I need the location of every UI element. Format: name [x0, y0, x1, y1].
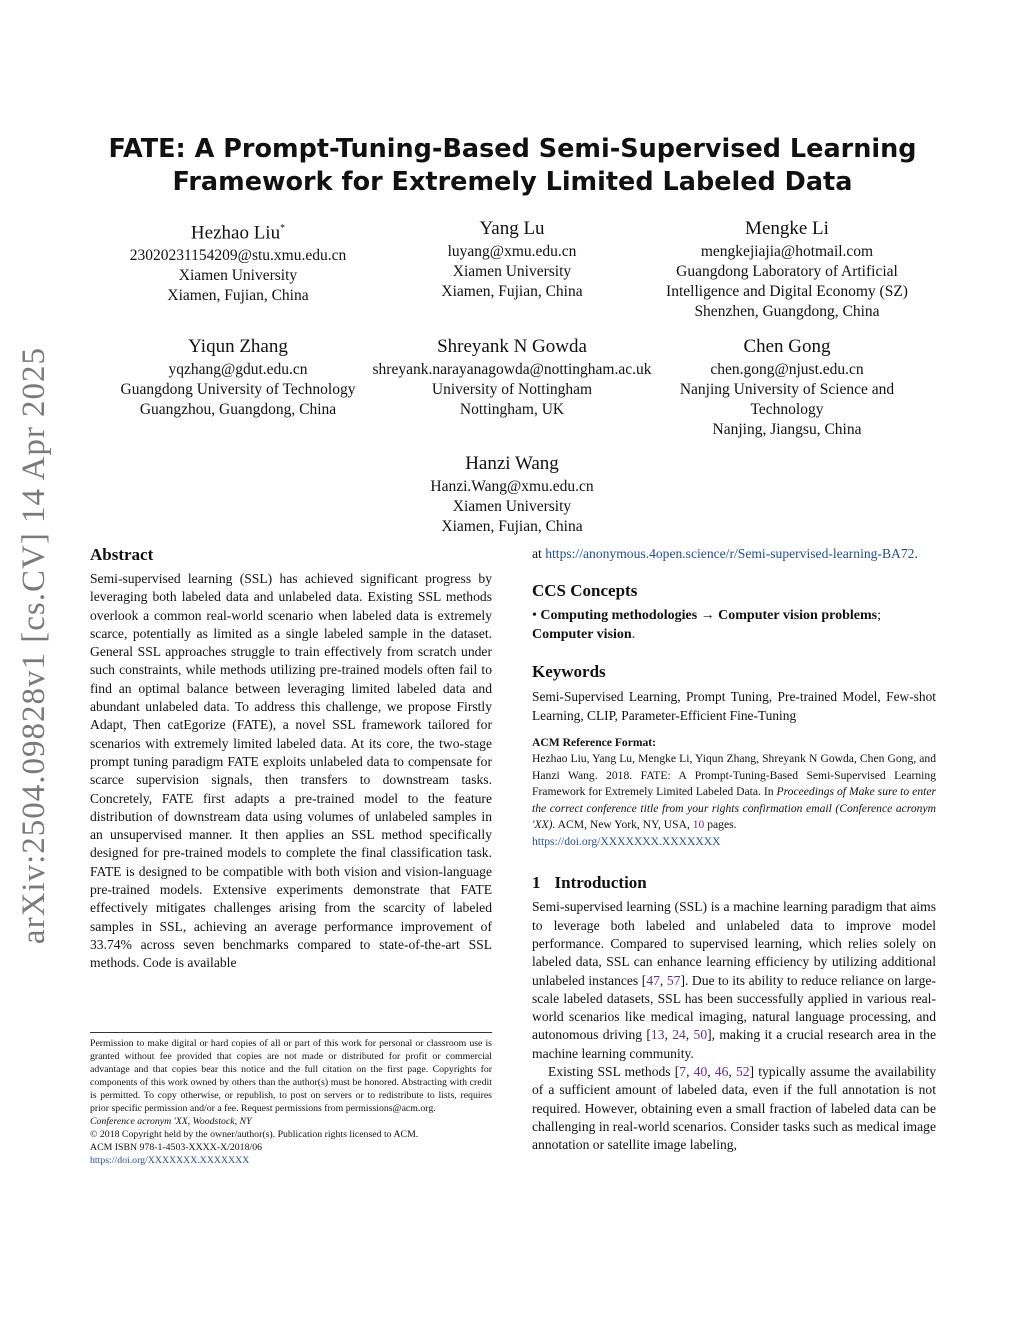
author-affiliation: Technology [750, 401, 824, 418]
ccs-heading: CCS Concepts [532, 581, 638, 601]
citation-link[interactable]: 52 [735, 1064, 750, 1080]
abstract-continuation: at https://anonymous.4open.science/r/Semi-supervised-learning-BA72. [532, 546, 918, 561]
author-location: Nanjing, Jiangsu, China [712, 421, 862, 438]
author-location: Shenzhen, Guangdong, China [694, 303, 880, 320]
arxiv-identifier-stamp [12, 346, 58, 944]
footnote-doi-link[interactable]: https://doi.org/XXXXXXX.XXXXXXX [90, 1155, 250, 1166]
author-location: Xiamen, Fujian, China [441, 518, 583, 535]
citation-link[interactable]: 40 [693, 1064, 708, 1080]
isbn: ACM ISBN 978-1-4503-XXXX-X/2018/06 [90, 1142, 262, 1153]
title-line-1: FATE: A Prompt-Tuning-Based Semi-Supervised Learning [108, 134, 917, 164]
citation-link[interactable]: 47 [646, 972, 660, 988]
ccs-concepts: • Computing methodologies → Computer vision problems; Computer vision. [532, 608, 881, 642]
author-location: Nottingham, UK [459, 401, 565, 418]
author-affiliation: Xiamen University [452, 263, 572, 280]
citation-link[interactable]: 24 [672, 1027, 686, 1043]
citation-link[interactable]: 7 [679, 1064, 687, 1080]
keywords-text: Semi-Supervised Learning, Prompt Tuning, Pre-trained Model, Few-shot Learning, CLIP, Parameter-Efficient Fine-Tuning [532, 689, 936, 723]
author-email: yqzhang@gdut.edu.cn [168, 361, 308, 378]
author-affiliation: Guangdong University of Technology [120, 381, 356, 398]
title-line-2: Framework for Extremely Limited Labeled Data [172, 167, 853, 197]
permission-text: Permission to make digital or hard copies of all or part of this work for personal or classroom use is granted without fee provided that copies are not made or distributed for profit or commercial advantage and that copies bear this notice and the full citation on the first page. Copyrights for components of this work owned by others than the author(s) must be honored. Abstracting with credit is permitted. To copy otherwise, or republish, to post on servers or to redistribute to lists, requires prior specific permission and/or a fee. Request permissions from permissions@acm.org. [90, 1038, 492, 1114]
left-column [90, 544, 492, 973]
author-block [342, 451, 682, 537]
reference-doi-link[interactable]: https://doi.org/XXXXXXX.XXXXXXX [532, 834, 721, 848]
author-location: Guangzhou, Guangdong, China [139, 401, 337, 418]
author-email: Hanzi.Wang@xmu.edu.cn [430, 478, 594, 495]
author-affiliation: Intelligence and Digital Economy (SZ) [666, 283, 908, 300]
author-location: Xiamen, Fujian, China [167, 287, 309, 305]
author-email: shreyank.narayanagowda@nottingham.ac.uk [372, 361, 652, 378]
author-affiliation: Xiamen University [178, 267, 298, 285]
citation-link[interactable]: 13 [650, 1027, 665, 1043]
citation-link[interactable]: 57 [666, 972, 681, 988]
author-email: luyang@xmu.edu.cn [447, 243, 577, 260]
code-repository-link[interactable]: https://anonymous.4open.science/r/Semi-supervised-learning-BA72 [545, 546, 915, 561]
intro-paragraph-1: Semi-supervised learning (SSL) is a machine learning paradigm that aims to leverage both labeled and unlabeled data to improve model performance. Compared to supervised learning, which relies solely on labeled data, SSL can enhance learning efficiency by utilizing additional unlabeled instances [47, 57]. Due to its ability to reduce reliance on large-scale labeled datasets, SSL has been successfully applied in various real-world scenarios like medical imaging, natural language processing, and autonomous driving [13, 24, 50], making it a crucial research area in the machine learning community. [532, 899, 936, 1061]
author-name: Chen Gong [743, 336, 831, 357]
acm-reference-heading: ACM Reference Format: [532, 735, 657, 749]
author-affiliation: Xiamen University [452, 498, 572, 515]
author-affiliation: Nanjing University of Science and [679, 381, 895, 398]
author-block [617, 334, 957, 440]
author-block [617, 216, 957, 322]
paper-title [90, 133, 935, 199]
abstract-text: Semi-supervised learning (SSL) has achieved significant progress by leveraging both labeled data and unlabeled data. Existing SSL methods overlook a common real-world scenario when labeled data is extremely scarce, potentially as limited as a single labeled sample in the dataset. General SSL approaches struggle to train effectively from scratch under such constraints, while methods utilizing pre-trained models often fail to find an optimal balance between leveraging limited labeled data and abundant unlabeled data. To address this challenge, we propose Firstly Adapt, Then catEgorize (FATE), a novel SSL framework tailored for scenarios with extremely limited labeled data. At its core, the two-stage prompt tuning paradigm FATE exploits unlabeled data to compensate for scarce supervision signals, then transfers to downstream tasks. Concretely, FATE first adapts a pre-trained model to the feature distribution of downstream data using volumes of unlabeled samples in an unsupervised manner. It then applies an SSL method specifically designed for pre-trained models to complete the final classification task. FATE is designed to be compatible with both vision and vision-language pre-trained models. Extensive experiments demonstrate that FATE effectively mitigates challenges arising from the scarcity of labeled samples in SSL, achieving an average performance improvement of 33.74% across seven benchmarks compared to state-of-the-art SSL methods. Code is available [90, 571, 492, 971]
author-name: Hezhao Liu* [190, 222, 286, 244]
introduction-heading: 1 Introduction [532, 873, 647, 893]
arxiv-id-text: arXiv:2504.09828v1 [cs.CV] 14 Apr 2025 [16, 346, 53, 944]
author-email: mengkejiajia@hotmail.com [700, 243, 874, 260]
copyright-notice: © 2018 Copyright held by the owner/author(s). Publication rights licensed to ACM. [90, 1129, 419, 1140]
author-name: Mengke Li [745, 218, 829, 239]
citation-link[interactable]: 50 [693, 1027, 708, 1043]
intro-paragraph-2: Existing SSL methods [7, 40, 46, 52] typically assume the availability of a sufficient amount of labeled data, even if the full annotation is not required. However, obtaining even a small fraction of labeled data can be challenging in real-world scenarios. Consider tasks such as medical image annotation or satellite image labeling, [532, 1064, 937, 1153]
author-name: Yiqun Zhang [188, 336, 288, 357]
permission-footnote [90, 1032, 492, 1167]
author-affiliation: Guangdong Laboratory of Artificial [676, 263, 898, 280]
citation-link[interactable]: 46 [714, 1064, 729, 1080]
author-name: Hanzi Wang [465, 453, 559, 474]
author-name: Shreyank N Gowda [437, 336, 587, 357]
conference-venue: Conference acronym 'XX, Woodstock, NY [90, 1116, 252, 1127]
right-column [532, 545, 936, 1155]
author-name: Yang Lu [479, 218, 545, 239]
author-email: chen.gong@njust.edu.cn [710, 361, 864, 378]
keywords-heading: Keywords [532, 662, 606, 682]
author-affiliation: University of Nottingham [431, 381, 593, 398]
acm-reference-text: Hezhao Liu, Yang Lu, Mengke Li, Yiqun Zhang, Shreyank N Gowda, Chen Gong, and Hanzi Wang. 2018. FATE: A Prompt-Tuning-Based Semi-Supervised Learning Framework for Extremely Limited Labeled Data. In Proceedings of Make sure to enter the correct conference title from your rights confirmation email (Conference acronym 'XX). ACM, New York, NY, USA, 10 pages. https://doi.org/XXXXXXX.XXXXXXX [532, 752, 936, 848]
author-email: 23020231154209@stu.xmu.edu.cn [129, 247, 347, 265]
author-location: Xiamen, Fujian, China [441, 283, 583, 300]
abstract-heading: Abstract [90, 545, 154, 564]
